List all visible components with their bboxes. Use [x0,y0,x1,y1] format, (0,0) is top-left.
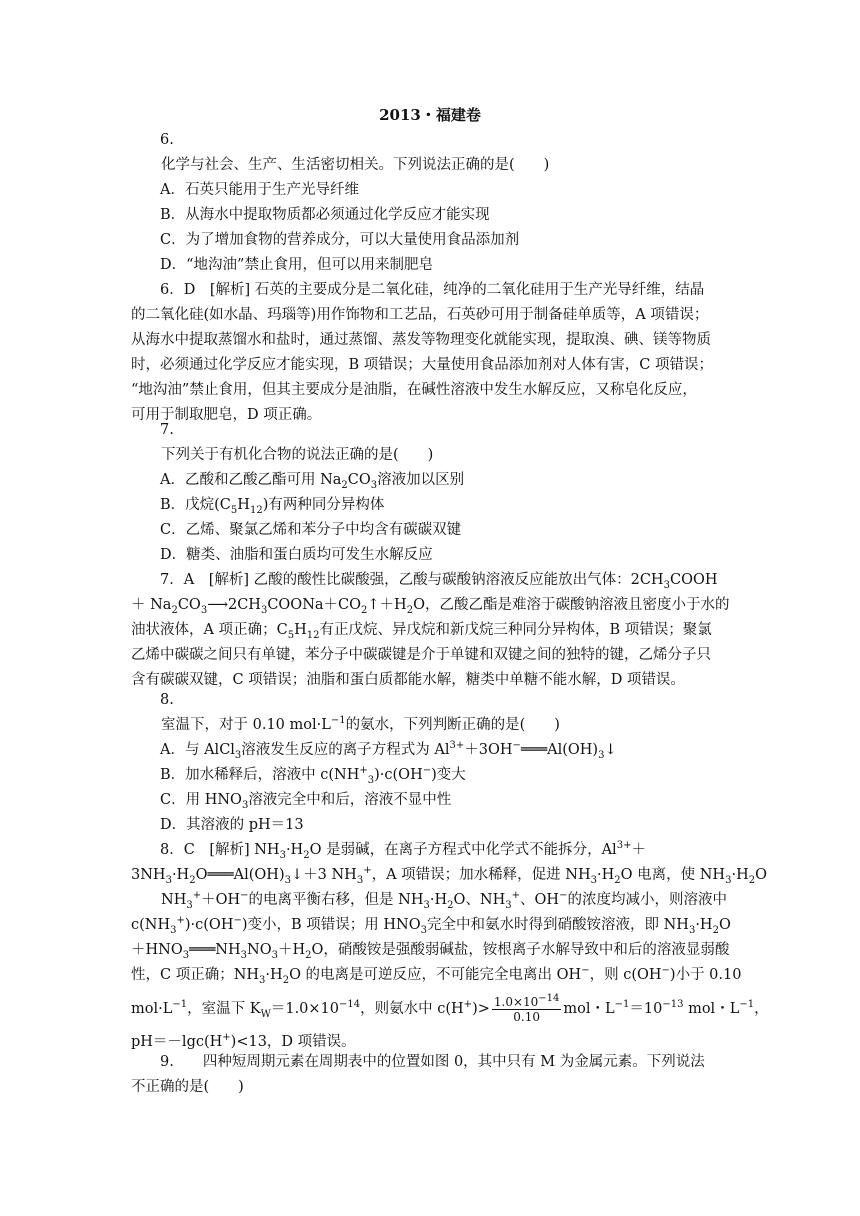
question-7 [131,418,731,693]
answer-line: 7．A [解析] 乙酸的酸性比碳酸强，乙酸与碳酸钠溶液反应能放出气体：$2CH_3COOH$ [160,572,718,591]
answer-line: $+HNO_3═══NH_3NO_3+H_2O$，硝酸铵是强酸弱碱盐，铵根离子水解导致中和后的溶液显弱酸 [131,942,730,961]
answer-line: 8．C [解析] $NH_3\cdot H_2O$ 是弱碱，在离子方程式中化学式不能拆分，$Al^{3+}+$ [160,840,646,861]
answer-line: 从海水中提取蒸馏水和盐时，通过蒸馏、蒸发等物理变化就能实现，提取溴、碘、镁等物质 [131,332,711,348]
option: B．从海水中提取物质都必须通过化学反应才能实现 [160,207,490,223]
option-a: A．乙酸和乙酸乙酯可用 $Na_2CO_3$溶液加以区别 [160,472,465,491]
answer-line: 的二氧化硅(如水晶、玛瑙等)用作饰物和工艺品，石英砂可用于制备硅单质等，A 项错误； [131,307,709,323]
option-d: D．其溶液的 pH＝13 [160,817,304,833]
answer-line-fraction: $mol\cdot L^{-1}$，室温下 $K_W=1.0\times 10^{-14}$，则氨水中 c(H+)> $\frac{1.0\times 10^{-14}}{0.10}$ mol・$L^{-1}=10^{-13}$ mol・$L^{-1}$， [131,992,769,1024]
option: C．为了增加食物的营养成分，可以大量使用食品添加剂 [160,232,520,248]
answer-line: 6．D [解析] 石英的主要成分是二氧化硅，纯净的二氧化硅用于生产光导纤维，结晶 [160,282,705,298]
question-8 [131,688,769,1055]
question-stem: 不正确的是( ) [131,1079,244,1095]
answer-line: “地沟油”禁止食用，但其主要成分是油脂，在碱性溶液中发生水解反应，又称皂化反应， [131,382,697,398]
answer-line: $NH_3^++OH^-$的电离平衡右移，但是 $NH_3\cdot H_2O$、$NH_3^+$、OH−的浓度均减小，则溶液中 [161,890,727,911]
option-a: A．与 AlCl$_3$溶液发生反应的离子方程式为 $Al^{3+}+3OH^-═══Al(OH)_3↓$ [160,740,617,761]
question-stem: 9. 四种短周期元素在周期表中的位置如图 0，其中只有 M 为金属元素。下列说法 [160,1054,705,1070]
option-c: C．用 $HNO_3$溶液完全中和后，溶液不显中性 [160,792,452,811]
answer-line: 可用于制取肥皂，D 项正确。 [131,407,322,423]
option-b: B．戊烷$(C_5H_{12})$有两种同分异构体 [160,497,385,516]
option-d: D．糖类、油脂和蛋白质均可发生水解反应 [160,547,433,563]
question-number: 8. [160,692,174,708]
question-stem: 化学与社会、生产、生活密切相关。下列说法正确的是( ) [161,157,550,173]
answer-line: ＋ $Na_2CO_3⟶2CH_3COONa+CO_2↑+H_2O$，乙酸乙酯是难溶于碳酸钠溶液且密度小于水的 [131,597,730,616]
option: A．石英只能用于生产光导纤维 [160,182,359,198]
question-stem: 下列关于有机化合物的说法正确的是( ) [161,447,434,463]
answer-line: 油状液体，A 项正确；$C_5H_{12}$有正戊烷、异戊烷和新戊烷三种同分异构体，B 项错误；聚氯 [131,622,712,641]
answer-line: 乙烯中碳碳之间只有单键，苯分子中碳碳键是介于单键和双键之间的独特的键，乙烯分子只 [131,647,711,663]
question-number: 7. [160,422,174,438]
question-9 [131,1050,731,1100]
question-stem: 室温下，对于 0.10 $mol\cdot L^{-1}$的氨水，下列判断正确的是( ) [161,715,560,733]
answer-line: $c(NH_3^+)\cdot c(OH^-)$变小，B 项错误；用 $HNO_3$完全中和氨水时得到硝酸铵溶液，即 $NH_3\cdot H_2O$ [131,915,731,936]
answer-line: 含有碳碳双键，C 项错误；油脂和蛋白质都能水解，糖类中单糖不能水解，D 项错误。 [131,672,685,688]
option: D．“地沟油”禁止食用，但可以用来制肥皂 [160,257,433,273]
fraction-numerator: $1.0\times 10^{-14}$ [493,992,560,1009]
fraction [492,992,562,1024]
option-c: C．乙烯、聚氯乙烯和苯分子中均含有碳碳双键 [160,522,462,538]
page-title: 2013・福建卷 [379,106,481,124]
answer-line: 时，必须通过化学反应才能实现，B 项错误；大量使用食品添加剂对人体有害，C 项错误； [131,357,713,373]
option-b: B．加水稀释后，溶液中 $c(NH^+_3)\cdot c(OH^-)$变大 [160,765,466,786]
question-number: 6. [160,132,174,148]
answer-line: 性，C 项正确；$NH_3\cdot H_2O$ 的电离是可逆反应，不可能完全电离出 OH−，则 c(OH−)小于 0.10 [131,965,742,986]
fraction-denominator: 0.10 [513,1009,540,1024]
answer-line: $3NH_3\cdot H_2O═══Al(OH)_3↓+3$ $NH_3^+$，A 项错误；加水稀释，促进 $NH_3\cdot H_2O$ 电离，使 $NH_3\cdot H_2O$ [131,865,767,886]
answer-line: pH＝－lgc(H+)<13，D 项错误。 [131,1032,356,1050]
question-6 [131,128,731,428]
